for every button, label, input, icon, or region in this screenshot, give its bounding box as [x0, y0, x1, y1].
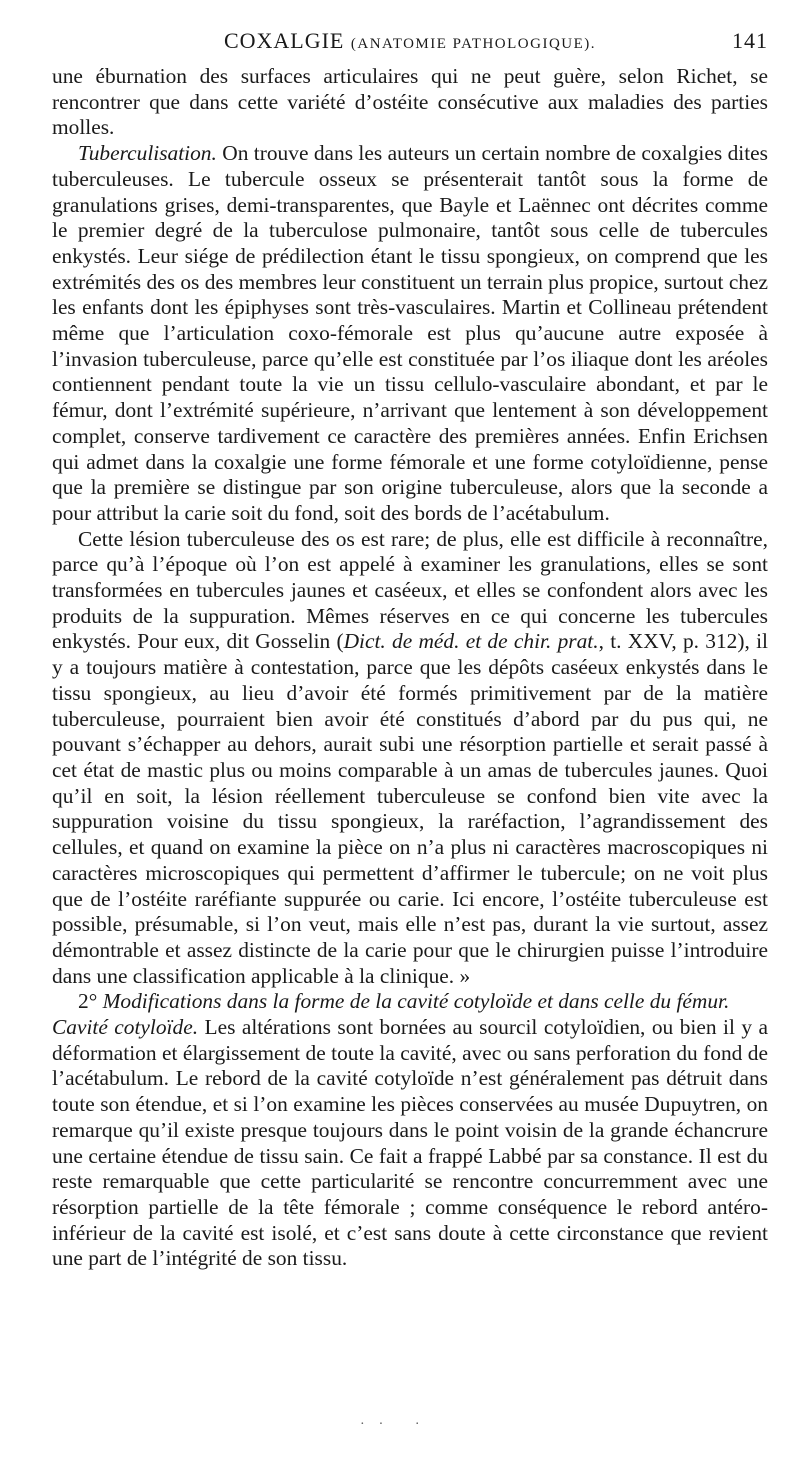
page-number: 141: [732, 28, 768, 53]
paragraph-modifications: [52, 989, 768, 1015]
paragraph-lesion: [52, 527, 768, 990]
header-title: [52, 28, 768, 54]
paragraph-text: , t. XXV, p. 312), il y a toujours matière à contestation, parce que les dépôts caséeux enkystés dans le tissu spongieux, au lieu d’avoir été formés primitivement par de la matière tuberculeuse, pourraient bien avoir été constitués d’abord par du pus qui, ne pouvant s’échapper au dehors, aurait subi une résorption partielle et serait passé à cet état de mastic plus ou moins comparable à un amas de tubercules jaunes. Quoi qu’il en soit, la lésion réellement tuberculeuse se confond bien vite avec la suppuration voisine du tissu spongieux, la raréfaction, l’agrandissement des cellules, et quand on examine la pièce on n’a plus ni caractères macroscopiques ni caractères microscopiques qui permettent d’affirmer le tubercule; on ne voit plus que de l’ostéite raréfiante suppurée ou carie. Ici encore, l’ostéite tuberculeuse est possible, présumable, si l’on veut, mais elle n’est pas, durant la vie surtout, assez démontrable et assez distincte de la carie pour que le chirurgien puisse l’introduire dans une classification applicable à la clinique. »: [52, 629, 769, 988]
body-text: [52, 64, 768, 1272]
paragraph-text: une éburnation des surfaces articulaires qui ne peut guère, selon Richet, se rencontrer que dans cette variété d’ostéite consécutive aux maladies des parties molles.: [52, 64, 768, 140]
section-heading-cavite: Cavité cotyloïde.: [52, 1015, 199, 1040]
paragraph-text: On trouve dans les auteurs un certain nombre de coxalgies dites tuberculeuses. Le tubercule osseux se présenterait tantôt sous la forme de granulations grises, demi-transparentes, que Bayle et Laënnec ont décrites comme le premier degré de la tuberculose pulmonaire, tantôt sous celle de tubercules enkystés. Leur siége de prédilection étant le tissu spongieux, on comprend que les extrémités des os des membres leur constituent un terrain plus propice, surtout chez les enfants dont les épiphyses sont très-vasculaires. Martin et Collineau prétendent même que l’articulation coxo-fémorale est plus qu’aucune autre exposée à l’invasion tuberculeuse, parce qu’elle est constituée par l’os iliaque dont les aréoles contiennent pendant toute la vie un tissu cellulo-vasculaire abondant, et par le fémur, dont l’extrémité supérieure, n’arrivant que lentement à son développement complet, conserve tardivement ce caractère des premières années. Enfin Erichsen qui admet dans la coxalgie une forme fémorale et une forme cotyloïdienne, pense que la première se distingue par son origine tuberculeuse, alors que la seconde a pour attribut la carie soit du fond, soit des bords de l’acétabulum.: [52, 141, 768, 525]
section-heading-modifications: Modifications dans la forme de la cavité cotyloïde et dans celle du fémur.: [97, 989, 730, 1014]
paragraph-continued: [52, 64, 768, 141]
page-bottom-marks: ·· ·: [360, 1417, 434, 1432]
header-title-main: COXALGIE: [223, 28, 345, 53]
paragraph-cavite: [52, 1015, 768, 1272]
running-header: [52, 28, 768, 58]
paragraph-text: Les altérations sont bornées au sourcil cotyloïdien, ou bien il y a déformation et élargissement de toute la cavité, avec ou sans perforation du fond de l’acétabulum. Le rebord de la cavité cotyloïde n’est généralement pas détruit dans toute son étendue, et si l’on examine les pièces conservées au musée Dupuytren, on remarque qu’il existe presque toujours dans le point voisin de la grande échancrure une certaine étendue de tissu sain. Ce fait a frappé Labbé par sa constance. Il est du reste remarquable que cette particularité se rencontre concurremment avec une résorption partielle de la tête fémorale ; comme conséquence le rebord antéro-inférieur de la cavité est isolé, et c’est sans doute à cette circonstance que revient une part de l’intégrité de son tissu.: [52, 1015, 768, 1271]
citation: Dict. de méd. et de chir. prat.: [343, 629, 599, 654]
header-title-sub: (ANATOMIE PATHOLOGIQUE).: [350, 36, 597, 52]
section-number: 2°: [78, 989, 98, 1014]
section-heading-tuberculisation: Tuberculisation.: [78, 141, 217, 166]
paragraph-text: Cette lésion tuberculeuse des os est rare; de plus, elle est difficile à reconnaître, parce qu’à l’époque où l’on est appelé à examiner les granulations, elles se sont transformées en tubercules jaunes et caséeux, et elles se confondent alors avec les produits de la suppuration. Mêmes réserves en ce qui concerne les tubercules enkystés. Pour eux, dit Gosselin (: [52, 526, 768, 654]
paragraph-tuberculisation: [52, 141, 768, 527]
